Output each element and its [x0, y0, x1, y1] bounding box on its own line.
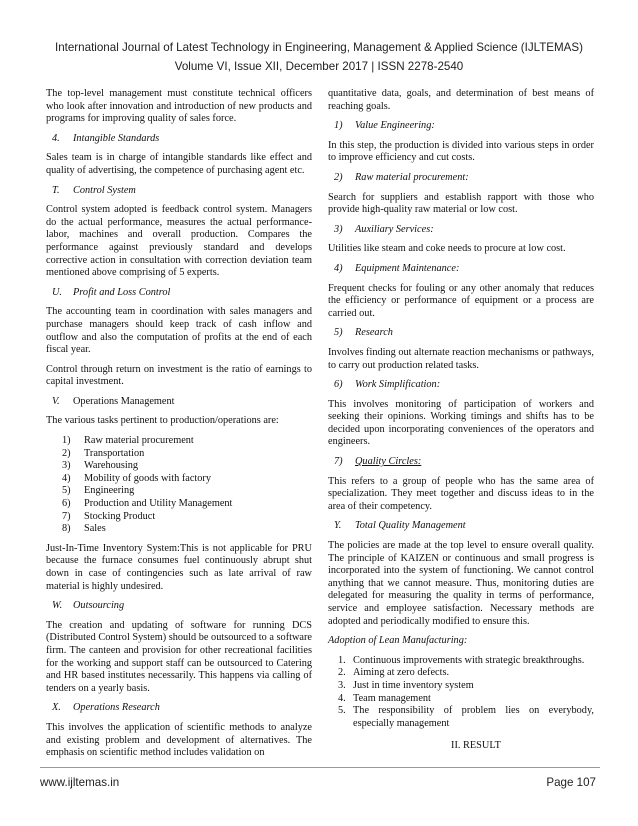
paragraph-intro: The top-level management must constitute technical officers who look after innovation and introduction of new products and programs for improving quality of sales force. [46, 88, 312, 125]
heading-number: 2) [334, 171, 343, 183]
paragraph-profit-1: The accounting team in coordination with sales managers and purchase managers should keep track of cash inflow and outflow and also the computation of profits at the end of each fiscal year. [46, 306, 312, 356]
heading-title: Auxiliary Services: [355, 223, 434, 235]
heading-number: X. [52, 702, 61, 714]
list-item: 7) Stocking Product [62, 510, 156, 522]
lean-title: Adoption of Lean Manufacturing: [328, 635, 468, 647]
list-item: 4. Team management [338, 692, 431, 704]
heading-title: Value Engineering: [355, 120, 435, 132]
lean-list [328, 655, 594, 731]
heading-number: 4. [52, 132, 60, 144]
paragraph-research: Involves finding out alternate reaction mechanisms or pathways, to carry out production related tasks. [328, 346, 594, 371]
section-heading-result: II. RESULT [451, 740, 501, 752]
heading-title: Work Simplification: [355, 379, 441, 391]
paragraph-tqm: The policies are made at the top level to ensure overall quality. The principle of KAIZEN or continuous and small progress is incorporated into the system of functioning. We cannot control anything that we cannot measure. Thus, monitoring duties are delegated for measuring the quality in terms of performance, service and employee satisfaction. Necessary methods are adopted and periodically modified to ensure this. [328, 540, 594, 627]
paragraph-value: In this step, the production is divided into various steps in order to improve efficiency and cut costs. [328, 139, 594, 164]
heading-number: 5) [334, 327, 343, 339]
heading-number: 4) [334, 262, 343, 274]
heading-number: 6) [334, 379, 343, 391]
operations-list [46, 435, 312, 536]
footer-divider [40, 767, 600, 768]
left-column [46, 88, 312, 767]
heading-title: Profit and Loss Control [73, 286, 171, 298]
heading-number: U. [52, 286, 63, 298]
heading-title: Operations Management [73, 395, 175, 407]
heading-operations-research [46, 702, 312, 715]
heading-number: T. [52, 184, 60, 196]
heading-number: V. [52, 395, 60, 407]
list-item: 5) Engineering [62, 485, 135, 497]
paragraph-operations-research: This involves the application of scientific methods to analyze and existing problem and development of alternatives. The emphasis on scientific method includes validation on [46, 721, 312, 759]
heading-number: 3) [334, 223, 343, 235]
heading-title: Operations Research [73, 702, 160, 714]
list-item: 2. Aiming at zero defects. [338, 667, 450, 679]
page-number: Page 107 [546, 776, 596, 789]
heading-auxiliary [328, 224, 594, 237]
list-item: 5. The responsibility of problem lies on everybody, especially management [338, 705, 594, 729]
paragraph-continued: quantitative data, goals, and determination of best means of reaching goals. [328, 88, 594, 112]
paragraph-profit-2: Control through return on investment is the ratio of earnings to capital investment. [46, 363, 312, 388]
list-item: 1. Continuous improvements with strategic breakthroughs. [338, 654, 585, 666]
right-column [328, 88, 594, 753]
paragraph-raw: Search for suppliers and establish rapport with those who provide high-quality raw material or low cost. [328, 191, 594, 216]
heading-title: Quality Circles: [355, 456, 422, 468]
journal-header [0, 38, 638, 76]
heading-operations-management [46, 396, 312, 409]
heading-equipment [328, 263, 594, 276]
heading-tqm [328, 520, 594, 533]
paragraph-outsourcing: The creation and updating of software for running DCS (Distributed Control System) should be outsourced to a software firm. The canteen and provision for other recreational facilities for the working and support staff can be outsourced to Catering and HR based institutes necessarily. This happens via calling of tenders on a yearly basis. [46, 619, 312, 694]
paragraph-work: This involves monitoring of participation of workers and seeking their opinions. Working timings and shifts has to be decided upon incorporating conveniences of the operators and engineers. [328, 398, 594, 448]
list-item: 4) Mobility of goods with factory [62, 472, 211, 484]
paragraph-ops: The various tasks pertinent to production/operations are: [46, 415, 279, 427]
journal-issue: Volume VI, Issue XII, December 2017 | ISSN 2278-2540 [174, 60, 464, 73]
footer-website-link[interactable]: www.ijltemas.in [40, 776, 120, 789]
heading-title: Control System [73, 184, 136, 196]
paragraph-jit: Just-In-Time Inventory System:This is not applicable for PRU because the furnace consumes fuel continuously abrupt shut down in case of contingencies such as late arrival of raw material is highly undesired. [46, 542, 312, 592]
paragraph-intangible: Sales team is in charge of intangible standards like effect and quality of advertising, the competence of purchasing agent etc. [46, 152, 312, 176]
heading-number: W. [52, 600, 63, 612]
paragraph-control: Control system adopted is feedback control system. Managers do the actual performance, measures the actual performance- labor, machines and overall production. Compares the performance against previously standard and develops corrective action in consultation with correction deviation team mentioned above comprising of 5 experts. [46, 204, 312, 279]
list-item: 3. Just in time inventory system [338, 679, 474, 691]
heading-title: Intangible Standards [73, 132, 160, 144]
heading-intangible-standards [46, 133, 312, 146]
heading-title: Outsourcing [73, 600, 125, 612]
heading-quality-circles [328, 456, 594, 469]
heading-value-engineering [328, 120, 594, 133]
heading-title: Research [355, 327, 393, 339]
heading-title: Total Quality Management [355, 520, 466, 532]
journal-title: International Journal of Latest Technology in Engineering, Management & Applied Science (IJLTEMAS) [54, 41, 584, 54]
heading-title: Equipment Maintenance: [355, 262, 460, 274]
heading-number: 7) [334, 456, 343, 468]
heading-research [328, 327, 594, 340]
paragraph-quality: This refers to a group of people who has the same area of specialization. They meet together and discuss ideas to in the area of their competency. [328, 475, 594, 512]
heading-title: Raw material procurement: [355, 171, 469, 183]
heading-control-system [46, 185, 312, 198]
list-item: 1) Raw material procurement [62, 435, 194, 447]
heading-number: 1) [334, 120, 343, 132]
paragraph-aux: Utilities like steam and coke needs to procure at low cost. [328, 243, 566, 255]
list-item: 3) Warehousing [62, 460, 139, 472]
heading-outsourcing [46, 600, 312, 613]
list-item: 2) Transportation [62, 447, 145, 459]
paragraph-equipment: Frequent checks for fouling or any other anomaly that reduces the efficiency or performance of equipment or a process are carried out. [328, 282, 594, 319]
heading-number: Y. [334, 520, 342, 532]
list-item: 8) Sales [62, 523, 106, 535]
heading-raw-material [328, 172, 594, 185]
heading-work-simplification [328, 379, 594, 392]
heading-profit-loss [46, 287, 312, 300]
list-item: 6) Production and Utility Management [62, 498, 233, 510]
